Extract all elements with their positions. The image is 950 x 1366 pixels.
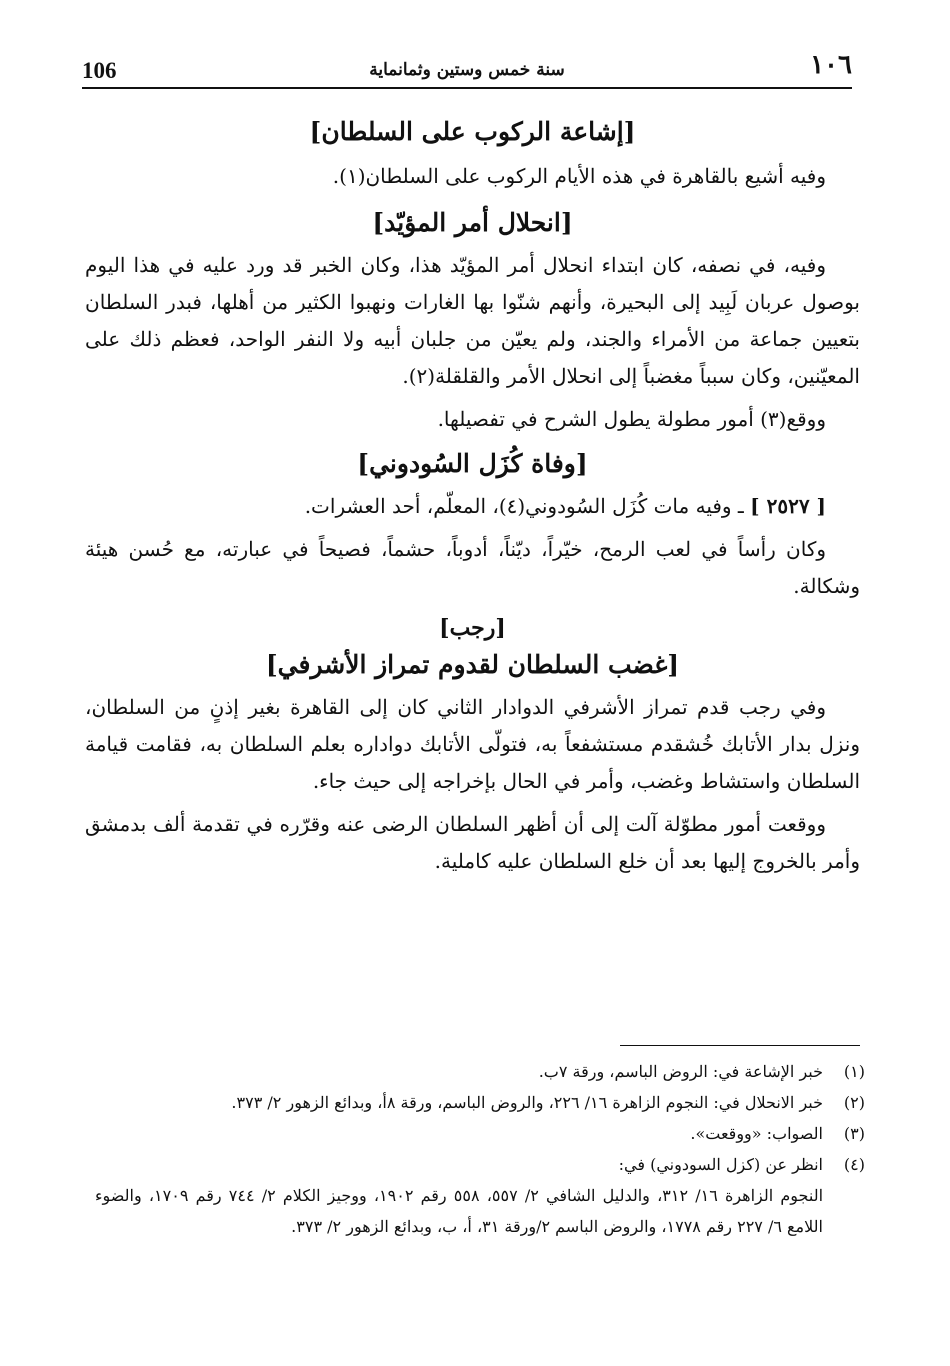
paragraph-events: ووقع(٣) أمور مطولة يطول الشرح في تفصيلها. bbox=[437, 407, 826, 431]
footnote-text: انظر عن (كزل السودوني) في: bbox=[618, 1155, 823, 1174]
footnotes bbox=[95, 1056, 865, 1242]
footnote-text: خبر الإشاعة في: الروض الباسم، ورقة ٧ب. bbox=[538, 1062, 823, 1081]
paragraph-rumor: وفيه أشيع بالقاهرة في هذه الأيام الركوب على السلطان(١). bbox=[332, 164, 826, 188]
month-heading-rajab: [رجب] bbox=[439, 615, 506, 641]
footnote-item bbox=[95, 1149, 865, 1242]
section-heading-death-kuzal: [وفاة كُزَل السُودوني] bbox=[357, 449, 588, 478]
footnote-item bbox=[95, 1087, 865, 1118]
section-heading-dissolution: [انحلال أمر المؤيّد] bbox=[372, 208, 573, 237]
paragraph-obituary bbox=[85, 488, 860, 525]
section-heading-rumor: [إشاعة الركوب على السلطان] bbox=[309, 117, 636, 146]
footnote-number: (٤) bbox=[843, 1155, 865, 1174]
footnote-number: (٣) bbox=[843, 1124, 865, 1143]
paragraph-timraz-arrival: وفي رجب قدم تمراز الأشرفي الدوادار الثاني كان إلى القاهرة بغير إذنٍ من السلطان، ونزل بدار الأتابك خُشقدم مستشفعاً به، فتولّى الأتابك دواداره بعلم السلطان به، فقامت قيامة السلطان واستشاط وغضب، وأمر في الحال بإخراجه إلى حيث جاء. bbox=[85, 695, 860, 793]
section-heading-sultan-anger: [غضب السلطان لقدوم تمراز الأشرفي] bbox=[265, 650, 680, 679]
page-header bbox=[82, 50, 852, 90]
footnote-item bbox=[95, 1056, 865, 1087]
footnote-text: خبر الانحلال في: النجوم الزاهرة ١٦/ ٢٢٦، والروض الباسم، ورقة ٨أ، وبدائع الزهور ٢/ ٣٧٣. bbox=[231, 1093, 823, 1112]
paragraph-dissolution: وفيه، في نصفه، كان ابتداء انحلال أمر المؤيّد هذا، وكان الخبر قد ورد عليه في هذا اليوم بوصول عربان لَبِيد إلى البحيرة، وأنهم شنّوا بها الغارات ونهبوا الكثير من أهلها، فبدر السلطان بتعيين جماعة من الأمراء والجند، ولم يعيّن من جلبان أبيه ولا النفر الواحد، فعظم ذلك على المعيّنين، وكان سبباً مغضباً إلى انحلال الأمر والقلقلة(٢). bbox=[85, 253, 860, 388]
footnote-item bbox=[95, 1118, 865, 1149]
obituary-text: ـ وفيه مات كُزَل السُودوني(٤)، المعلّم، أحد العشرات. bbox=[304, 494, 744, 518]
running-title: سنة خمس وستين وثمانماية bbox=[369, 60, 565, 80]
footnote-text: النجوم الزاهرة ١٦/ ٣١٢، والدليل الشافي ٢/ ٥٥٧، ٥٥٨ رقم ١٩٠٢، ووجيز الكلام ٢/ ٧٤٤ رقم ١٧٠٩، والضوء اللامع ٦/ ٢٢٧ رقم ١٧٧٨، والروض الباسم ٢/ورقة ٣١، أ، ب، وبدائع الزهور ٢/ ٣٧٣. bbox=[95, 1186, 824, 1236]
paragraph-timraz-outcome: ووقعت أمور مطوّلة آلت إلى أن أظهر السلطان الرضى عنه وقرّره في تقدمة ألف بدمشق وأمر بالخروج إليها بعد أن خلع السلطان عليه كاملية. bbox=[85, 812, 860, 873]
paragraph-obituary-detail: وكان رأساً في لعب الرمح، خيّراً، ديّناً، أدوباً، حشماً، فصيحاً في عبارته، مع حُسن هيئة وشكالة. bbox=[85, 537, 860, 598]
header-rule bbox=[82, 87, 852, 89]
footnote-number: (١) bbox=[843, 1062, 865, 1081]
page-number-latin: 106 bbox=[82, 58, 117, 83]
page-number-arabic: ١٠٦ bbox=[810, 50, 852, 80]
footnote-separator bbox=[620, 1045, 860, 1046]
footnote-text: الصواب: «ووقعت». bbox=[690, 1124, 823, 1143]
footnote-number: (٢) bbox=[843, 1093, 865, 1112]
main-text bbox=[85, 112, 860, 886]
entry-number: [ ٢٥٢٧ ] bbox=[750, 494, 826, 518]
